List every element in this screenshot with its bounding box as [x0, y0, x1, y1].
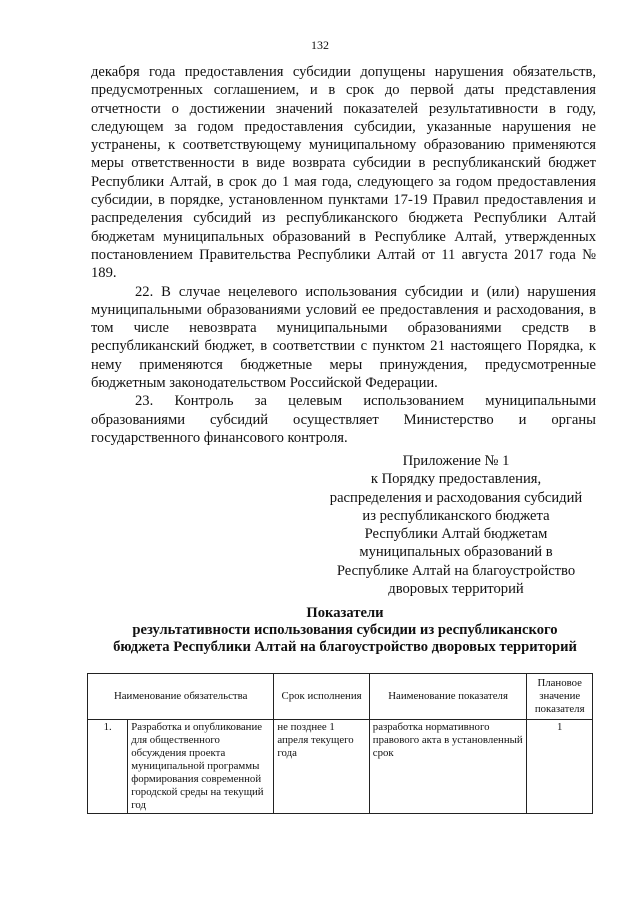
table-title-line: Показатели — [306, 605, 384, 621]
table-row — [88, 720, 593, 814]
page-number: 132 — [311, 38, 329, 52]
table-title-line: результативности использования субсидии из республиканского — [132, 622, 558, 638]
row-plan-value: 1 — [527, 720, 593, 814]
row-number: 1. — [88, 720, 128, 814]
header-term: Срок исполнения — [274, 674, 369, 720]
row-term: не позднее 1 апреля текущего года — [274, 720, 369, 814]
appendix-line: муниципальных образований в — [359, 544, 553, 561]
paragraph-continuation: декабря года предоставления субсидии допущены нарушения обязательств, предусмотренных соглашением, и в срок до первой даты представления отчетности о достижении значений показателей результативности в году, следующем за годом предоставления субсидии, указанные нарушения не устранены, к соответствующему муниципальному образованию применяются меры ответственности в виде возврата субсидии в республиканский бюджет Республики Алтай, в срок до 1 мая года, следующего за годом предоставления субсидии, в порядке, установленном пунктами 17-19 Правил предоставления и распределения субсидий из республиканского бюджета Республики Алтай бюджетам муниципальных образований в Республике Алтай, утвержденных постановлением Правительства Республики Алтай от 11 августа 2017 года № 189. — [91, 64, 596, 282]
header-plan: Плановое значение показателя — [527, 674, 593, 720]
appendix-header — [320, 452, 592, 598]
appendix-line: Республики Алтай бюджетам — [364, 526, 548, 543]
appendix-line: из республиканского бюджета — [362, 507, 550, 524]
appendix-line: к Порядку предоставления, — [370, 471, 542, 488]
header-obligation: Наименование обязательства — [88, 674, 274, 720]
appendix-line: Республике Алтай на благоустройство — [336, 562, 576, 579]
header-indicator: Наименование показателя — [369, 674, 527, 720]
appendix-line: распределения и расходования субсидий — [329, 489, 583, 506]
row-obligation: Разработка и опубликование для общественного обсуждения проекта муниципальной программы формирования современной городской среды на текущий год — [128, 720, 274, 814]
indicators-table — [87, 673, 593, 814]
paragraph-22: 22. В случае нецелевого использования субсидии и (или) нарушения муниципальными образованиями условий ее предоставления и расходования, в том числе невозврата муниципальными образованиями средств в республиканский бюджет, в соответствии с пунктом 21 настоящего Порядка, к нему применяются бюджетные меры принуждения, предусмотренные бюджетным законодательством Российской Федерации. — [91, 283, 596, 392]
row-indicator: разработка нормативного правового акта в установленный срок — [369, 720, 527, 814]
table-title — [60, 605, 630, 656]
appendix-line: Приложение № 1 — [402, 453, 510, 469]
table-header-row — [88, 674, 593, 720]
paragraph-23: 23. Контроль за целевым использованием муниципальными образованиями субсидий осуществляет Министерство и органы государственного финансового контроля. — [91, 393, 596, 446]
body-text — [91, 63, 596, 447]
table-title-line: бюджета Республики Алтай на благоустройство дворовых территорий — [113, 639, 577, 655]
appendix-line: дворовых территорий — [388, 581, 524, 598]
